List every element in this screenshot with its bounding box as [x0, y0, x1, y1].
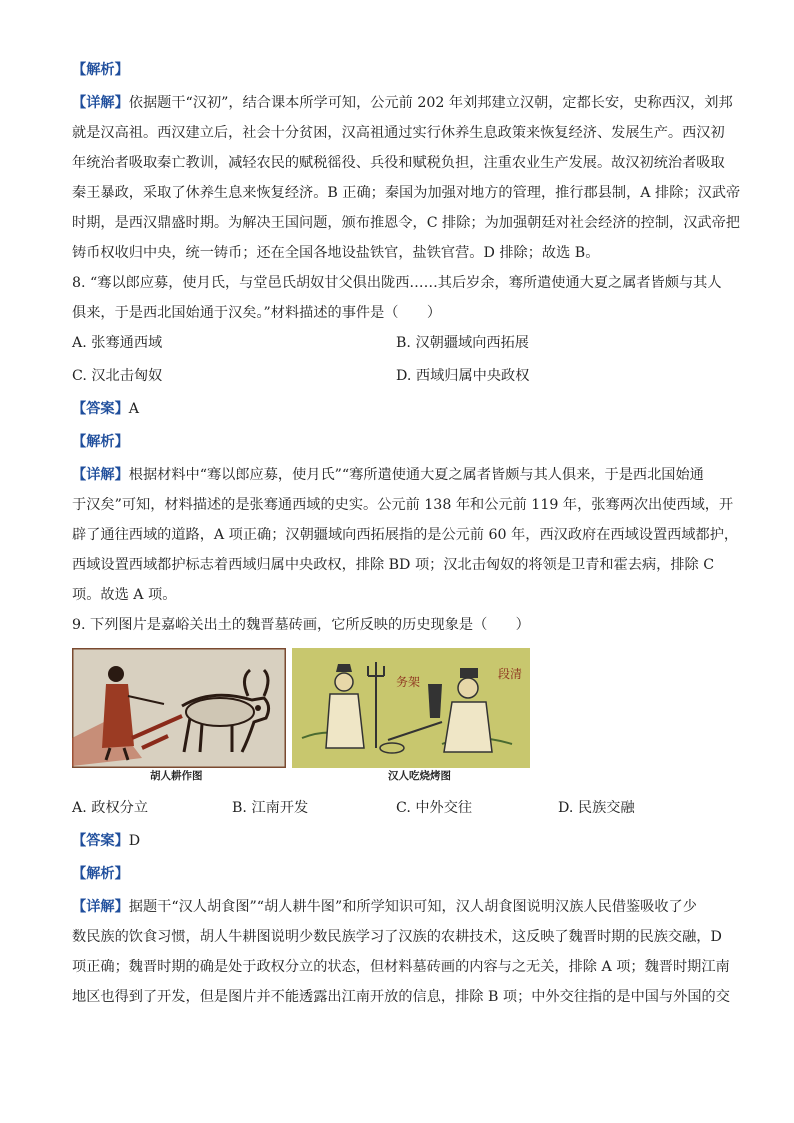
- q9-stem: 9. 下列图片是嘉峪关出土的魏晋墓砖画，它所反映的历史现象是（ ）: [72, 617, 530, 633]
- q7-detail-line: 就是汉高祖。西汉建立后，社会十分贫困，汉高祖通过实行休养生息政策来恢复经济、发展生产。西汉初: [72, 125, 725, 141]
- q7-detail-line: 时期，是西汉鼎盛时期。为解决王国问题，颁布推恩令，C 排除；为加强朝廷对社会经济的控制，汉武帝把: [72, 215, 740, 231]
- q9-analysis-heading: [72, 864, 732, 884]
- q8-answer: [72, 399, 732, 419]
- analysis-label: 【解析】: [72, 866, 129, 882]
- q9-answer: [72, 831, 732, 851]
- detail-label: 【详解】: [72, 95, 129, 111]
- q8-option-b[interactable]: B. 汉朝疆域向西拓展: [396, 335, 529, 351]
- q8-option-d[interactable]: D. 西域归属中央政权: [396, 368, 530, 384]
- q9-detail: [72, 897, 732, 1007]
- fig1-caption: 胡人耕作图: [150, 770, 203, 782]
- fig2-caption: 汉人吃烧烤图: [388, 770, 451, 782]
- q9-detail-line: 地区也得到了开发，但是图片并不能透露出江南开放的信息，排除 B 项；中外交往指的是中国与外国的交: [72, 989, 730, 1005]
- q9-option-b[interactable]: B. 江南开发: [232, 800, 309, 816]
- q9-detail-line: 项正确；魏晋时期的确是处于政权分立的状态，但材料墓砖画的内容与之无关，排除 A 项；魏晋时期江南: [72, 959, 730, 975]
- q8-detail-line: 项。故选 A 项。: [72, 587, 177, 603]
- q7-detail: [72, 93, 741, 263]
- q7-detail-line: 【详解】依据题干“汉初”，结合课本所学可知，公元前 202 年刘邦建立汉朝，定都长安，史称西汉，刘邦: [72, 95, 733, 111]
- q8-detail-line: 辟了通往西域的道路，A 项正确；汉朝疆域向西拓展指的是公元前 60 年，西汉政府在西域设置西域都护，: [72, 527, 739, 543]
- q8-option-a[interactable]: A. 张骞通西域: [72, 335, 163, 351]
- analysis-heading: [72, 60, 732, 80]
- answer-label: 【答案】: [72, 401, 129, 417]
- inscription-left: 务架: [396, 675, 421, 689]
- q8-detail-line: 于汉矣”可知，材料描述的是张骞通西域的史实。公元前 138 年和公元前 119 年，张骞两次出使西域，开: [72, 497, 734, 513]
- detail-label: 【详解】: [72, 899, 129, 915]
- analysis-label: 【解析】: [72, 434, 129, 450]
- q9-detail-line: 数民族的饮食习惯，胡人牛耕图说明少数民族学习了汉族的农耕技术，这反映了魏晋时期的民族交融，D: [72, 929, 722, 945]
- q8-stem: [72, 273, 732, 323]
- document-page: [72, 60, 741, 1017]
- detail-label: 【详解】: [72, 467, 129, 483]
- q8-answer-value: A: [128, 401, 140, 417]
- q8-stem-line: 8. “骞以郎应募，使月氏，与堂邑氏胡奴甘父俱出陇西……其后岁余，骞所遣使通大夏之属者皆颇与其人: [72, 275, 722, 291]
- farming-mural-image: [72, 648, 286, 768]
- q7-detail-line: 铸币权收归中央，统一铸币；还在全国各地设盐铁官，盐铁官营。D 排除；故选 B。: [72, 245, 600, 261]
- q9-answer-value: D: [128, 833, 141, 849]
- answer-label: 【答案】: [72, 833, 129, 849]
- q8-detail-line: 【详解】根据材料中“骞以郎应募，使月氏”“骞所遣使通大夏之属者皆颇与其人俱来，于是西北国始通: [72, 467, 704, 483]
- q8-detail: [72, 465, 739, 605]
- q9-option-c[interactable]: C. 中外交往: [396, 800, 473, 816]
- q8-stem-line: 俱来，于是西北国始通于汉矣。”材料描述的事件是（ ）: [72, 305, 442, 321]
- q9-option-a[interactable]: A. 政权分立: [72, 800, 149, 816]
- q8-detail-line: 西域设置西域都护标志着西域归属中央政权，排除 BD 项；汉北击匈奴的将领是卫青和霍去病，排除 C: [72, 557, 715, 573]
- q8-options-row-1: [72, 333, 732, 353]
- q8-analysis-heading: [72, 432, 732, 452]
- q8-option-c[interactable]: C. 汉北击匈奴: [72, 368, 163, 384]
- q9-figures: [72, 648, 732, 786]
- inscription-right: 段清: [498, 667, 523, 681]
- q8-options-row-2: [72, 366, 732, 386]
- q9-options-row: [72, 798, 732, 818]
- roasting-mural-image: [292, 648, 530, 768]
- q9-option-d[interactable]: D. 民族交融: [558, 800, 635, 816]
- q7-detail-line: 秦王暴政，采取了休养生息来恢复经济。B 正确；秦国为加强对地方的管理，推行郡县制，A 排除；汉武帝: [72, 185, 741, 201]
- analysis-label: 【解析】: [72, 62, 129, 78]
- q9-detail-line: 【详解】据题干“汉人胡食图”“胡人耕牛图”和所学知识可知，汉人胡食图说明汉族人民借鉴吸收了少: [72, 899, 697, 915]
- q7-detail-line: 年统治者吸取秦亡教训，减轻农民的赋税徭役、兵役和赋税负担，注重农业生产发展。故汉初统治者吸取: [72, 155, 725, 171]
